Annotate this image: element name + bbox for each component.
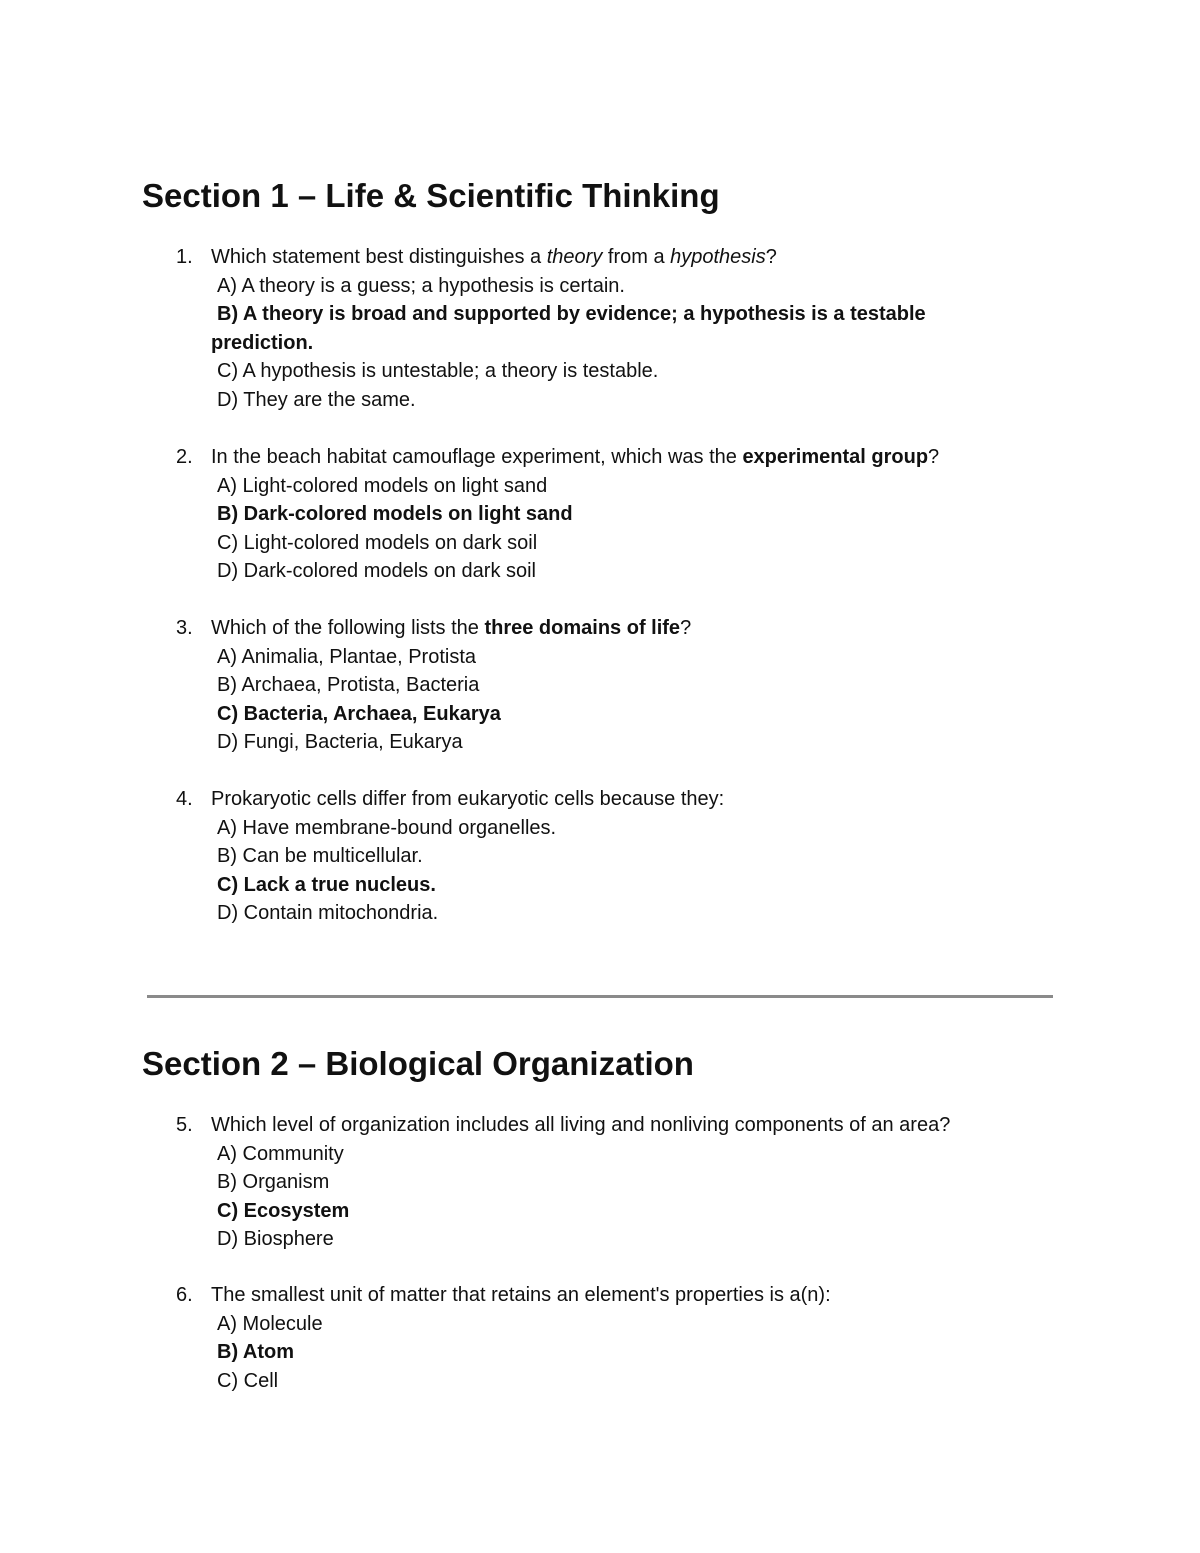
answer-option-b: B) Organism xyxy=(217,1171,330,1194)
answer-option-a: A) A theory is a guess; a hypothesis is certain. xyxy=(217,274,625,297)
answer-option-d: D) Dark-colored models on dark soil xyxy=(217,560,537,583)
question-number: 3. xyxy=(176,617,193,639)
question-text xyxy=(211,443,939,472)
answer-option-a: A) Community xyxy=(217,1142,344,1165)
question-number: 2. xyxy=(176,446,193,468)
question-text: The smallest unit of matter that retains an element's properties is a(n): xyxy=(211,1284,831,1306)
question-1 xyxy=(0,243,1200,415)
question-number: 4. xyxy=(176,788,193,810)
question-number: 1. xyxy=(176,246,193,268)
question-5 xyxy=(0,1111,1200,1254)
question-stem xyxy=(0,1111,1200,1140)
stem-text: ? xyxy=(765,246,777,268)
answer-option-c-correct: C) Ecosystem xyxy=(217,1199,350,1222)
answer-option-d: D) They are the same. xyxy=(217,388,416,411)
question-number: 5. xyxy=(176,1114,193,1136)
answer-option-d: D) Biosphere xyxy=(217,1228,334,1251)
answer-option-b-correct: B) Atom xyxy=(217,1341,295,1364)
question-6 xyxy=(0,1281,1200,1395)
question-stem xyxy=(0,243,1200,272)
stem-text: Which of the following lists the xyxy=(211,617,485,639)
answer-option-b-correct: B) A theory is broad and supported by evidence; a hypothesis is a testable prediction. xyxy=(211,303,926,354)
question-stem xyxy=(0,1281,1200,1310)
answer-option-b: B) Archaea, Protista, Bacteria xyxy=(217,674,480,697)
answer-option-c: C) Cell xyxy=(217,1369,279,1392)
question-2 xyxy=(0,443,1200,586)
answer-option-a: A) Have membrane-bound organelles. xyxy=(217,816,557,839)
answer-option-c-correct: C) Lack a true nucleus. xyxy=(217,873,436,896)
question-text xyxy=(211,614,691,643)
stem-emphasis: theory xyxy=(546,246,603,268)
answer-option-a: A) Molecule xyxy=(217,1312,323,1335)
answer-option-b: B) Can be multicellular. xyxy=(217,845,423,868)
answer-option-a: A) Animalia, Plantae, Protista xyxy=(217,645,477,668)
stem-text: ? xyxy=(928,446,940,468)
section-2-title: Section 2 – Biological Organization xyxy=(142,1045,694,1082)
answer-option-a: A) Light-colored models on light sand xyxy=(217,474,548,497)
answer-option-c: C) Light-colored models on dark soil xyxy=(217,531,538,554)
section-1-title: Section 1 – Life & Scientific Thinking xyxy=(142,177,720,214)
stem-bold: experimental group xyxy=(742,446,929,468)
question-3 xyxy=(0,614,1200,757)
question-4 xyxy=(0,785,1200,928)
stem-text: Which statement best distinguishes a xyxy=(211,246,547,268)
answer-option-d: D) Fungi, Bacteria, Eukarya xyxy=(217,731,463,754)
answer-option-c-correct: C) Bacteria, Archaea, Eukarya xyxy=(217,702,501,725)
question-text: Prokaryotic cells differ from eukaryotic cells because they: xyxy=(211,788,725,810)
question-text xyxy=(211,243,777,272)
stem-text: from a xyxy=(602,246,671,268)
section-divider xyxy=(147,995,1053,998)
question-text: Which level of organization includes all living and nonliving components of an area? xyxy=(211,1114,951,1136)
stem-bold: three domains of life xyxy=(484,617,681,639)
stem-text: ? xyxy=(680,617,692,639)
stem-emphasis: hypothesis xyxy=(670,246,766,268)
stem-text: In the beach habitat camouflage experiment, which was the xyxy=(211,446,743,468)
answer-option-d: D) Contain mitochondria. xyxy=(217,902,439,925)
answer-option-c: C) A hypothesis is untestable; a theory is testable. xyxy=(217,360,659,383)
question-stem xyxy=(0,785,1200,814)
question-number: 6. xyxy=(176,1284,193,1306)
question-stem xyxy=(0,614,1200,643)
answer-option-b-correct: B) Dark-colored models on light sand xyxy=(217,503,573,526)
question-stem xyxy=(0,443,1200,472)
